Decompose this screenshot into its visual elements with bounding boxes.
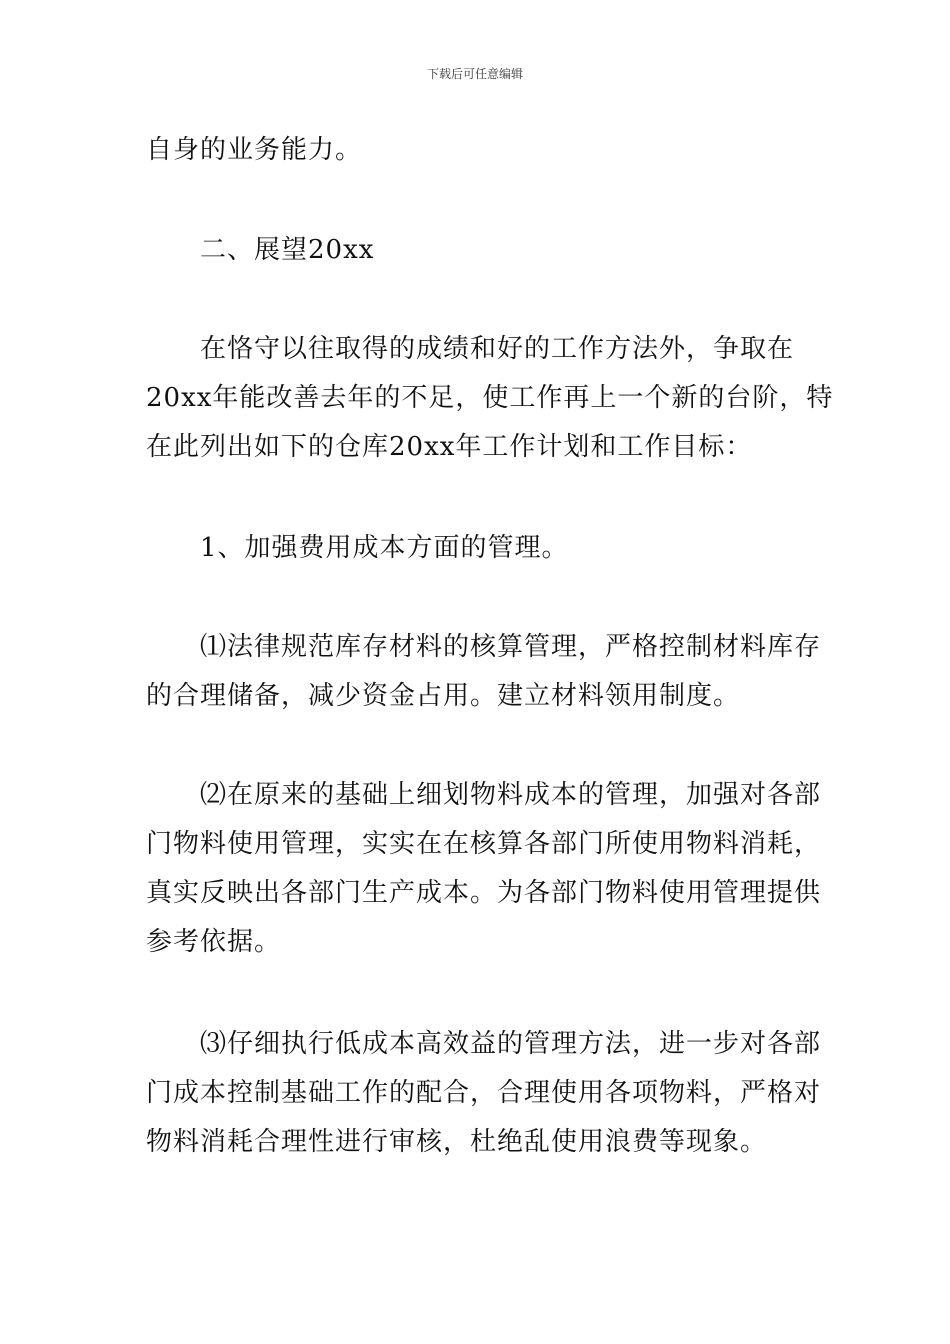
text-line: ⑵在原来的基础上细划物料成本的管理，加强对各部 bbox=[146, 780, 822, 810]
text-line: 参考依据。 bbox=[146, 927, 282, 957]
text-line: 在恪守以往取得的成绩和好的工作方法外，争取在 bbox=[146, 334, 795, 364]
paragraph-ability bbox=[146, 126, 811, 175]
text-line: 真实反映出各部门生产成本。为各部门物料使用管理提供 bbox=[146, 878, 822, 908]
text-line: 在此列出如下的仓库20xx年工作计划和工作目标： bbox=[146, 432, 753, 462]
text-line: 的合理储备，减少资金占用。建立材料领用制度。 bbox=[146, 681, 741, 711]
paragraph-item-3 bbox=[146, 1020, 822, 1167]
paragraph-item-1 bbox=[146, 623, 822, 721]
text-line: 1、加强费用成本方面的管理。 bbox=[146, 533, 569, 563]
text-line: 二、展望20xx bbox=[146, 235, 375, 265]
page-header: 下载后可任意编辑 bbox=[426, 67, 523, 81]
text-line: ⑶仔细执行低成本高效益的管理方法，进一步对各部 bbox=[146, 1029, 822, 1059]
item-heading-cost-management bbox=[146, 524, 811, 573]
text-line: 20xx年能改善去年的不足，使工作再上一个新的台阶，特 bbox=[146, 383, 834, 413]
text-line: 门成本控制基础工作的配合，合理使用各项物料，严格对 bbox=[146, 1078, 822, 1108]
text-line: ⑴法律规范库存材料的核算管理，严格控制材料库存 bbox=[146, 632, 822, 662]
paragraph-item-2 bbox=[146, 771, 822, 967]
text-line: 门物料使用管理，实实在在核算各部门所使用物料消耗， bbox=[146, 829, 822, 859]
text-line: 自身的业务能力。 bbox=[146, 135, 363, 165]
paragraph-intro bbox=[146, 325, 834, 472]
section-heading-outlook bbox=[146, 226, 811, 275]
text-line: 物料消耗合理性进行审核，杜绝乱使用浪费等现象。 bbox=[146, 1127, 768, 1157]
